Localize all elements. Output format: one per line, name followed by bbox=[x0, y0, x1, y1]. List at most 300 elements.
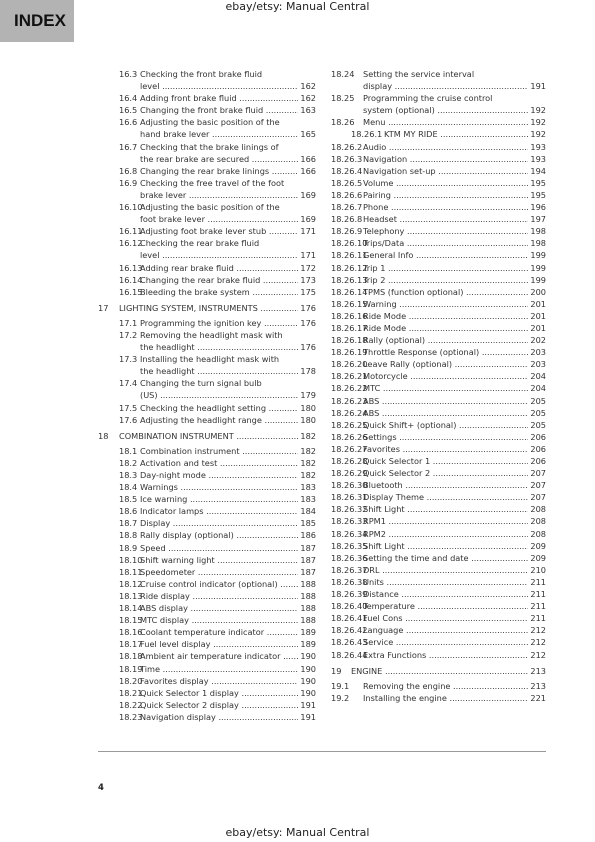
toc-entry-page: 190 bbox=[300, 651, 316, 662]
toc-entry-title bbox=[140, 201, 298, 225]
toc-entry-number: 16.14 bbox=[119, 274, 143, 285]
toc-entry-number: 18.26.37 bbox=[331, 564, 368, 575]
toc-entry-page: 187 bbox=[300, 566, 316, 577]
toc-entry[interactable] bbox=[331, 540, 546, 552]
toc-entry-page: 191 bbox=[300, 699, 316, 710]
toc-entry-number: 16.12 bbox=[119, 238, 143, 249]
toc-entry[interactable] bbox=[331, 479, 546, 491]
toc-entry-number: 18.26.21 bbox=[331, 371, 368, 382]
toc-entry-page: 187 bbox=[300, 554, 316, 565]
toc-entry-title-line: level ..... bbox=[140, 249, 298, 261]
toc-entry[interactable] bbox=[331, 407, 546, 419]
toc-entry-title bbox=[363, 68, 528, 92]
toc-entry[interactable] bbox=[98, 201, 316, 225]
toc-entry-number: 18.16 bbox=[119, 627, 143, 638]
toc-entry-page: 191 bbox=[300, 711, 316, 722]
toc-entry[interactable] bbox=[98, 493, 316, 505]
toc-entry[interactable] bbox=[98, 578, 316, 590]
toc-entry[interactable] bbox=[98, 414, 316, 426]
toc-entry[interactable] bbox=[331, 189, 546, 201]
toc-entry-title: Telephony ..... bbox=[363, 225, 528, 237]
toc-entry[interactable] bbox=[98, 602, 316, 614]
toc-entry[interactable] bbox=[331, 431, 546, 443]
toc-entry-page: 172 bbox=[300, 262, 316, 273]
toc-entry[interactable] bbox=[331, 237, 546, 249]
toc-entry-title: Day-night mode ..... bbox=[140, 469, 298, 481]
toc-entry[interactable] bbox=[331, 262, 546, 274]
toc-entry-title bbox=[140, 177, 298, 201]
toc-entry[interactable] bbox=[98, 68, 316, 92]
toc-entry-page: 211 bbox=[530, 613, 546, 624]
toc-entry-page: 192 bbox=[530, 129, 546, 140]
toc-entry-title: Temperature ..... bbox=[363, 600, 528, 612]
toc-entry[interactable] bbox=[98, 505, 316, 517]
toc-entry[interactable] bbox=[98, 402, 316, 414]
toc-entry-title: Quick Selector 2 ..... bbox=[363, 467, 528, 479]
toc-entry-title bbox=[140, 116, 298, 140]
toc-entry-page: 204 bbox=[530, 383, 546, 394]
toc-entry[interactable] bbox=[331, 515, 546, 527]
toc-entry-page: 171 bbox=[300, 250, 316, 261]
toc-entry-number: 18.21 bbox=[119, 687, 143, 698]
toc-entry-number: 17.3 bbox=[119, 354, 138, 365]
toc-entry[interactable] bbox=[331, 528, 546, 540]
toc-entry-page: 180 bbox=[300, 402, 316, 413]
toc-entry-page: 202 bbox=[530, 335, 546, 346]
toc-entry-title bbox=[140, 68, 298, 92]
toc-entry-page: 213 bbox=[530, 680, 546, 691]
toc-entry-title: Changing the rear brake linings ..... bbox=[140, 165, 298, 177]
toc-entry-title-line: the rear brake are secured ..... bbox=[140, 153, 298, 165]
toc-entry[interactable] bbox=[331, 600, 546, 612]
toc-entry-title-line: Checking the free travel of the foot bbox=[140, 177, 285, 188]
toc-entry-page: 180 bbox=[300, 414, 316, 425]
bottom-watermark: ebay/etsy: Manual Central bbox=[225, 826, 370, 839]
toc-entry-title: MTC display ..... bbox=[140, 614, 298, 626]
toc-entry-title: Headset ..... bbox=[363, 213, 528, 225]
toc-entry-page: 183 bbox=[300, 494, 316, 505]
toc-entry-title: Menu ..... bbox=[363, 116, 528, 128]
toc-entry-title: Changing the front brake fluid ..... bbox=[140, 104, 298, 116]
toc-entry-number: 17.6 bbox=[119, 414, 138, 425]
toc-entry-number: 18.26.2 bbox=[331, 141, 363, 152]
toc-entry-page: 197 bbox=[530, 214, 546, 225]
toc-entry[interactable] bbox=[331, 128, 546, 140]
toc-entry[interactable] bbox=[98, 481, 316, 493]
toc-entry-title: Ride display ..... bbox=[140, 590, 298, 602]
toc-entry[interactable] bbox=[98, 542, 316, 554]
toc-entry-page: 166 bbox=[300, 153, 316, 164]
toc-right-column bbox=[331, 68, 546, 704]
toc-chapter-entry[interactable] bbox=[331, 665, 546, 677]
toc-entry-title: Speed ..... bbox=[140, 542, 298, 554]
toc-entry-page: 166 bbox=[300, 165, 316, 176]
toc-entry-page: 221 bbox=[530, 692, 546, 703]
toc-entry[interactable] bbox=[98, 225, 316, 237]
toc-entry-number: 18.9 bbox=[119, 542, 138, 553]
toc-entry-number: 17 bbox=[98, 302, 109, 313]
toc-entry[interactable] bbox=[331, 92, 546, 116]
toc-entry[interactable] bbox=[98, 317, 316, 329]
toc-entry-page: 199 bbox=[530, 274, 546, 285]
toc-entry-page: 173 bbox=[300, 274, 316, 285]
toc-entry-title: Activation and test ..... bbox=[140, 457, 298, 469]
toc-entry-number: 18.25 bbox=[331, 93, 355, 104]
toc-entry-title: Units ..... bbox=[363, 576, 528, 588]
toc-entry[interactable] bbox=[331, 249, 546, 261]
toc-entry-title: Ride Mode ..... bbox=[363, 310, 528, 322]
toc-entry-number: 16.13 bbox=[119, 262, 143, 273]
toc-entry-number: 18.3 bbox=[119, 470, 138, 480]
toc-entry-number: 18.26.23 bbox=[331, 395, 368, 406]
toc-entry-number: 16.15 bbox=[119, 286, 143, 297]
toc-entry[interactable] bbox=[331, 395, 546, 407]
toc-entry-title: Extra Functions ..... bbox=[363, 649, 528, 661]
toc-entry[interactable] bbox=[98, 141, 316, 165]
toc-entry[interactable] bbox=[331, 346, 546, 358]
toc-entry[interactable] bbox=[331, 141, 546, 153]
toc-entry[interactable] bbox=[331, 692, 546, 704]
toc-entry[interactable] bbox=[98, 675, 316, 687]
toc-entry-title: Quick Selector 1 display ..... bbox=[140, 687, 298, 699]
toc-entry-number: 18.26.5 bbox=[331, 177, 363, 188]
toc-entry[interactable] bbox=[331, 588, 546, 600]
toc-entry-page: 178 bbox=[300, 366, 316, 377]
toc-entry-title-line: display ..... bbox=[363, 80, 528, 92]
toc-entry-title: Favorites ..... bbox=[363, 443, 528, 455]
toc-entry-number: 18.26.22 bbox=[331, 383, 368, 394]
toc-entry-title: Time ..... bbox=[140, 663, 298, 675]
toc-entry-title: Adding front brake fluid ..... bbox=[140, 92, 298, 104]
toc-entry[interactable] bbox=[331, 680, 546, 692]
toc-entry-title: Combination instrument ..... bbox=[140, 445, 298, 457]
toc-entry[interactable] bbox=[98, 687, 316, 699]
toc-entry-page: 200 bbox=[530, 286, 546, 297]
toc-entry-number: 18.22 bbox=[119, 699, 143, 710]
toc-entry[interactable] bbox=[331, 576, 546, 588]
toc-entry[interactable] bbox=[331, 68, 546, 92]
toc-entry-title: Warnings ..... bbox=[140, 481, 298, 493]
toc-entry-title: Adjusting the headlight range ..... bbox=[140, 414, 298, 426]
toc-entry[interactable] bbox=[98, 554, 316, 566]
index-tab: INDEX bbox=[0, 0, 74, 42]
toc-entry-page: 196 bbox=[530, 202, 546, 213]
toc-entry-number: 18.8 bbox=[119, 530, 138, 541]
toc-entry-number: 18.26.10 bbox=[331, 238, 368, 249]
toc-entry-number: 18.24 bbox=[331, 69, 355, 79]
toc-entry-number: 16.9 bbox=[119, 177, 138, 188]
toc-entry-page: 198 bbox=[530, 238, 546, 249]
toc-entry-title: Installing the engine ..... bbox=[363, 692, 528, 704]
toc-entry[interactable] bbox=[98, 104, 316, 116]
toc-entry[interactable] bbox=[98, 262, 316, 274]
toc-entry-title: Checking the headlight setting ..... bbox=[140, 402, 298, 414]
toc-entry-title: Adding rear brake fluid ..... bbox=[140, 262, 298, 274]
toc-entry[interactable] bbox=[331, 503, 546, 515]
toc-entry-page: 199 bbox=[530, 262, 546, 273]
toc-entry[interactable] bbox=[331, 624, 546, 636]
toc-entry-page: 213 bbox=[530, 665, 546, 676]
toc-entry-title: Leave Rally (optional) ..... bbox=[363, 358, 528, 370]
toc-entry[interactable] bbox=[98, 590, 316, 602]
toc-entry-page: 163 bbox=[300, 105, 316, 116]
toc-entry-title: Trip 2 ..... bbox=[363, 274, 528, 286]
toc-entry-title-line: Programming the cruise control bbox=[363, 93, 493, 104]
toc-entry-number: 18.26.42 bbox=[331, 625, 368, 636]
toc-entry-page: 201 bbox=[530, 298, 546, 309]
toc-entry-page: 176 bbox=[300, 317, 316, 328]
toc-entry[interactable] bbox=[331, 274, 546, 286]
toc-entry-number: 18.23 bbox=[119, 711, 143, 722]
toc-entry-number: 18.26.38 bbox=[331, 576, 368, 587]
toc-entry-number: 17.4 bbox=[119, 378, 138, 389]
toc-entry[interactable] bbox=[98, 650, 316, 662]
toc-entry-page: 162 bbox=[300, 81, 316, 92]
toc-entry-page: 188 bbox=[300, 615, 316, 626]
toc-entry-number: 18.13 bbox=[119, 590, 143, 601]
toc-entry-page: 209 bbox=[530, 552, 546, 563]
toc-entry-page: 207 bbox=[530, 480, 546, 491]
toc-entry[interactable] bbox=[331, 177, 546, 189]
toc-entry-number: 18.26.30 bbox=[331, 480, 368, 491]
toc-entry-title: Navigation display ..... bbox=[140, 711, 298, 723]
toc-entry-page: 201 bbox=[530, 322, 546, 333]
toc-left-column bbox=[98, 68, 316, 723]
toc-entry-title: ABS display ..... bbox=[140, 602, 298, 614]
toc-entry-title: Ice warning ..... bbox=[140, 493, 298, 505]
toc-entry-title: RPM1 ..... bbox=[363, 515, 528, 527]
toc-entry[interactable] bbox=[98, 353, 316, 377]
toc-entry-title: Throttle Response (optional) ..... bbox=[363, 346, 528, 358]
toc-entry-number: 16.6 bbox=[119, 117, 138, 128]
toc-entry-title: Warning ..... bbox=[363, 298, 528, 310]
toc-entry-title: TPMS (function optional) ..... bbox=[363, 286, 528, 298]
toc-entry-page: 183 bbox=[300, 482, 316, 493]
toc-entry-title: Service ..... bbox=[363, 636, 528, 648]
toc-entry-page: 206 bbox=[530, 443, 546, 454]
toc-entry-title: Coolant temperature indicator ..... bbox=[140, 626, 298, 638]
toc-entry[interactable] bbox=[331, 419, 546, 431]
toc-chapter-entry[interactable] bbox=[98, 430, 316, 442]
toc-entry-title: ABS ..... bbox=[363, 407, 528, 419]
toc-entry-page: 182 bbox=[300, 457, 316, 468]
toc-entry-title bbox=[140, 141, 298, 165]
toc-entry-title: KTM MY RIDE ..... bbox=[384, 128, 528, 140]
toc-entry-page: 189 bbox=[300, 627, 316, 638]
toc-entry-title: Quick Selector 1 ..... bbox=[363, 455, 528, 467]
toc-entry-title: ABS ..... bbox=[363, 395, 528, 407]
toc-entry[interactable] bbox=[331, 286, 546, 298]
toc-entry[interactable] bbox=[98, 711, 316, 723]
toc-entry[interactable] bbox=[331, 298, 546, 310]
toc-entry-title-line: Installing the headlight mask with bbox=[140, 354, 280, 365]
toc-entry-title: ENGINE ..... bbox=[351, 665, 528, 677]
toc-entry[interactable] bbox=[98, 699, 316, 711]
toc-entry-number: 18.26.16 bbox=[331, 310, 368, 321]
toc-entry-number: 18.26.28 bbox=[331, 456, 368, 466]
toc-entry-title bbox=[140, 237, 298, 261]
toc-entry-number: 18.26.7 bbox=[331, 202, 363, 213]
toc-entry-page: 203 bbox=[530, 359, 546, 370]
toc-entry-number: 18.2 bbox=[119, 457, 138, 468]
toc-entry[interactable] bbox=[98, 286, 316, 298]
toc-entry[interactable] bbox=[98, 469, 316, 481]
toc-entry-title: Changing the rear brake fluid ..... bbox=[140, 274, 298, 286]
toc-entry-page: 204 bbox=[530, 371, 546, 382]
toc-entry-page: 208 bbox=[530, 516, 546, 527]
toc-entry[interactable] bbox=[331, 552, 546, 564]
toc-entry[interactable] bbox=[98, 517, 316, 529]
toc-entry-page: 205 bbox=[530, 419, 546, 430]
toc-entry-number: 16.7 bbox=[119, 141, 138, 152]
toc-entry-number: 18.7 bbox=[119, 518, 138, 529]
toc-entry[interactable] bbox=[98, 165, 316, 177]
toc-entry-title: Shift Light ..... bbox=[363, 540, 528, 552]
toc-entry-page: 205 bbox=[530, 395, 546, 406]
toc-entry[interactable] bbox=[98, 529, 316, 541]
toc-entry[interactable] bbox=[331, 370, 546, 382]
toc-entry-page: 208 bbox=[530, 504, 546, 515]
toc-entry[interactable] bbox=[98, 663, 316, 675]
toc-entry[interactable] bbox=[98, 237, 316, 261]
toc-entry-page: 193 bbox=[530, 153, 546, 164]
toc-entry-page: 176 bbox=[300, 342, 316, 353]
toc-entry-title: Rally display (optional) ..... bbox=[140, 529, 298, 541]
toc-entry[interactable] bbox=[98, 445, 316, 457]
toc-entry-page: 191 bbox=[530, 81, 546, 92]
toc-entry-title: Removing the engine ..... bbox=[363, 680, 528, 692]
toc-entry-number: 18.26.27 bbox=[331, 443, 368, 454]
toc-entry[interactable] bbox=[331, 636, 546, 648]
toc-entry[interactable] bbox=[98, 329, 316, 353]
toc-entry-title: LIGHTING SYSTEM, INSTRUMENTS ..... bbox=[119, 302, 298, 314]
toc-entry-title-line: foot brake lever ..... bbox=[140, 213, 298, 225]
toc-entry[interactable] bbox=[98, 274, 316, 286]
toc-entry[interactable] bbox=[98, 566, 316, 578]
toc-entry-number: 18.17 bbox=[119, 639, 143, 650]
toc-entry-title: Volume ..... bbox=[363, 177, 528, 189]
toc-entry[interactable] bbox=[331, 165, 546, 177]
toc-entry-page: 189 bbox=[300, 639, 316, 650]
toc-entry[interactable] bbox=[98, 92, 316, 104]
toc-entry-title-line: Adjusting the basic position of the bbox=[140, 202, 280, 213]
toc-entry-number: 18.26.32 bbox=[331, 504, 368, 515]
toc-entry-number: 19.2 bbox=[331, 692, 350, 703]
toc-entry-page: 194 bbox=[530, 165, 546, 176]
toc-entry-page: 199 bbox=[530, 250, 546, 261]
toc-entry-title: Pairing ..... bbox=[363, 189, 528, 201]
toc-entry[interactable] bbox=[331, 116, 546, 128]
toc-entry-page: 190 bbox=[300, 663, 316, 674]
toc-entry-title: Navigation set-up ..... bbox=[363, 165, 528, 177]
toc-entry[interactable] bbox=[331, 153, 546, 165]
toc-entry[interactable] bbox=[98, 638, 316, 650]
toc-entry-title: Shift warning light ..... bbox=[140, 554, 298, 566]
toc-entry-number: 18.26.34 bbox=[331, 528, 368, 539]
toc-entry[interactable] bbox=[98, 457, 316, 469]
toc-entry-number: 18.1 bbox=[119, 445, 138, 456]
toc-entry-page: 187 bbox=[300, 542, 316, 553]
toc-entry-title-line: the headlight ..... bbox=[140, 341, 298, 353]
toc-entry-page: 206 bbox=[530, 431, 546, 442]
toc-entry[interactable] bbox=[331, 310, 546, 322]
toc-entry-title bbox=[140, 329, 298, 353]
toc-entry-page: 184 bbox=[300, 506, 316, 517]
toc-entry-page: 205 bbox=[530, 407, 546, 418]
toc-entry-number: 18.26.3 bbox=[331, 153, 363, 164]
toc-entry-title: General Info ..... bbox=[363, 249, 528, 261]
chapter-spacer bbox=[98, 426, 316, 429]
toc-entry-page: 182 bbox=[300, 445, 316, 456]
toc-entry-title: Rally (optional) ..... bbox=[363, 334, 528, 346]
toc-entry[interactable] bbox=[98, 626, 316, 638]
toc-entry-page: 203 bbox=[530, 347, 546, 358]
toc-entry-title-line: system (optional) ..... bbox=[363, 104, 528, 116]
toc-entry-page: 185 bbox=[300, 518, 316, 529]
toc-entry-number: 18.6 bbox=[119, 506, 138, 517]
toc-entry-title bbox=[140, 377, 298, 401]
toc-entry[interactable] bbox=[98, 177, 316, 201]
toc-entry-number: 18.26.40 bbox=[331, 601, 368, 612]
toc-entry[interactable] bbox=[331, 358, 546, 370]
toc-entry-page: 208 bbox=[530, 528, 546, 539]
toc-entry[interactable] bbox=[98, 116, 316, 140]
toc-entry-page: 212 bbox=[530, 637, 546, 648]
toc-entry[interactable] bbox=[331, 382, 546, 394]
toc-entry[interactable] bbox=[331, 467, 546, 479]
toc-entry-page: 206 bbox=[530, 456, 546, 466]
toc-entry[interactable] bbox=[331, 564, 546, 576]
toc-entry[interactable] bbox=[98, 614, 316, 626]
toc-entry-title: DRL ..... bbox=[363, 564, 528, 576]
toc-entry-page: 188 bbox=[300, 603, 316, 614]
toc-entry[interactable] bbox=[331, 491, 546, 503]
toc-entry-title-line: Checking the rear brake fluid bbox=[140, 238, 260, 249]
toc-entry[interactable] bbox=[331, 225, 546, 237]
toc-entry[interactable] bbox=[331, 649, 546, 661]
toc-entry[interactable] bbox=[331, 334, 546, 346]
toc-chapter-entry[interactable] bbox=[98, 302, 316, 314]
toc-entry-title: Ambient air temperature indicator ..... bbox=[140, 650, 298, 662]
toc-entry[interactable] bbox=[98, 377, 316, 401]
toc-entry-title-line: Checking the front brake fluid bbox=[140, 69, 263, 79]
toc-entry-number: 18.20 bbox=[119, 675, 143, 686]
toc-entry[interactable] bbox=[331, 612, 546, 624]
toc-entry-title: Trips/Data ..... bbox=[363, 237, 528, 249]
toc-entry-number: 18.26.36 bbox=[331, 552, 368, 563]
toc-entry-number: 18 bbox=[98, 430, 109, 441]
toc-entry-page: 211 bbox=[530, 576, 546, 587]
toc-entry[interactable] bbox=[331, 201, 546, 213]
toc-entry[interactable] bbox=[331, 443, 546, 455]
toc-entry-number: 18.26.14 bbox=[331, 286, 368, 297]
toc-entry-number: 18.18 bbox=[119, 651, 143, 662]
toc-entry-page: 210 bbox=[530, 564, 546, 575]
toc-entry-title: Phone ..... bbox=[363, 201, 528, 213]
toc-entry-page: 193 bbox=[530, 141, 546, 152]
toc-entry[interactable] bbox=[331, 322, 546, 334]
toc-entry-title: Trip 1 ..... bbox=[363, 262, 528, 274]
toc-entry-number: 18.26.11 bbox=[331, 250, 368, 261]
chapter-spacer bbox=[98, 298, 316, 301]
toc-entry-page: 190 bbox=[300, 675, 316, 686]
toc-entry[interactable] bbox=[331, 455, 546, 467]
toc-entry-title-line: level ..... bbox=[140, 80, 298, 92]
toc-entry-number: 18.26.29 bbox=[331, 468, 368, 479]
toc-entry-number: 18.26.17 bbox=[331, 322, 368, 333]
toc-entry-number: 17.1 bbox=[119, 317, 138, 328]
toc-entry[interactable] bbox=[331, 213, 546, 225]
